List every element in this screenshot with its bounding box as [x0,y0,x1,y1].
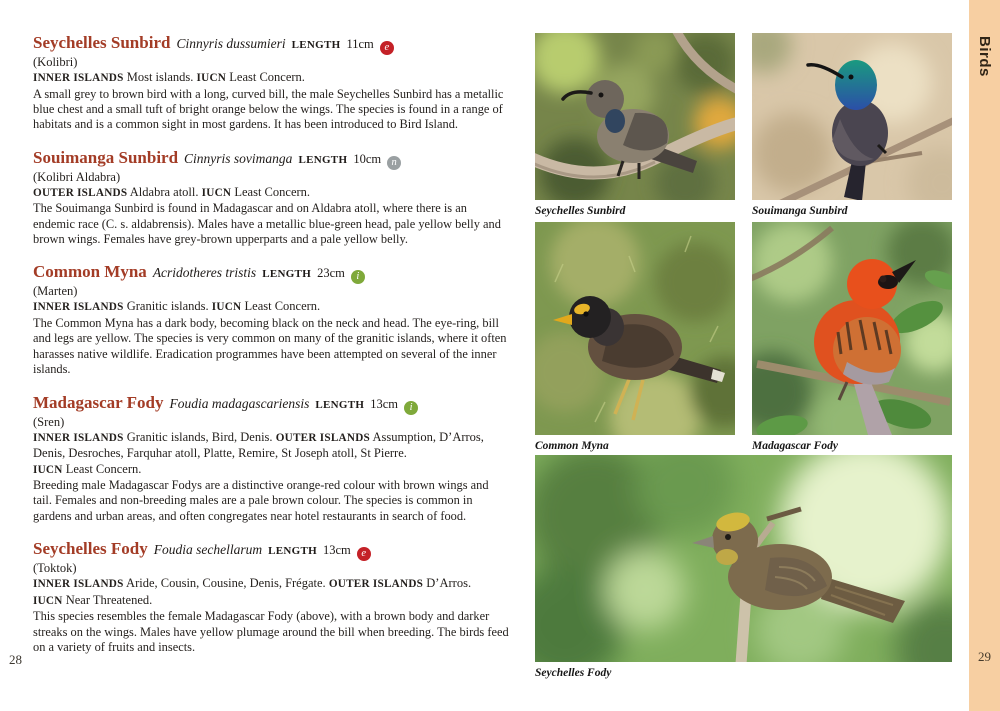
species-description: The Souimanga Sunbird is found in Madagascar and on Aldabra atoll, where there is an endemic race (C. s. aldabrensis). Males have a metallic blue-green head, pale yellow belly and brown wings. Females have grey-brown upperparts and a pale yellow belly. [33,201,501,247]
iucn-status: Least Concern. [229,70,305,84]
souimanga-sunbird-illustration [752,33,952,200]
entry-title-row [33,260,509,284]
left-page-text-column [33,31,509,669]
photo-caption: Seychelles Fody [535,667,612,679]
iucn-label: IUCN [33,594,63,607]
creole-name: (Marten) [33,284,78,299]
species-name: Seychelles Sunbird [33,33,171,52]
species-name: Madagascar Fody [33,392,164,412]
length-value: 13cm [322,543,351,558]
length-label: LENGTH [291,39,341,51]
iucn-label: IUCN [211,301,242,314]
species-entry-seychelles-fody [33,537,509,655]
distribution-label: OUTER ISLANDS [275,431,371,444]
entry-title-row [33,391,509,415]
iucn-label: IUCN [33,463,63,476]
distribution-line [33,70,509,87]
creole-name: (Kolibri Aldabra) [33,169,121,184]
entry-title-row [33,146,509,170]
distribution-text: Granitic islands, Bird, Denis. [126,429,273,444]
iucn-status: Least Concern. [244,299,321,314]
distribution-line [33,185,509,202]
introduced-badge-icon: i [404,401,418,415]
length-label: LENGTH [268,545,317,558]
iucn-label: IUCN [196,72,227,84]
species-entry-seychelles-sunbird [33,31,509,133]
photo-seychelles-sunbird [535,33,735,200]
length-value: 23cm [317,266,345,281]
iucn-label: IUCN [201,186,232,199]
endemic-badge-icon: e [380,41,394,55]
madagascar-fody-illustration [752,222,952,435]
distribution-label: OUTER ISLANDS [328,578,424,591]
iucn-status: Least Concern. [234,184,311,199]
distribution-label: INNER ISLANDS [33,578,124,591]
left-page-number: 28 [9,652,22,667]
iucn-status: Least Concern. [65,461,142,476]
entry-title-row [33,31,509,55]
entry-title-row [33,537,509,561]
species-name: Common Myna [33,262,147,282]
distribution-line [33,576,509,593]
photo-caption: Madagascar Fody [752,440,838,452]
iucn-status: Near Threatened. [65,592,153,607]
common-myna-illustration [535,222,735,435]
species-description: Breeding male Madagascar Fodys are a distinctive orange-red colour with brown wings and tail. Females and non-breeding males are a pale brown colour. The species is common in gardens and urban areas, and often congregates near hotel restaurants in search of food. [33,478,489,523]
distribution-text: Aride, Cousin, Cousine, Denis, Frégate. [126,576,326,591]
seychelles-sunbird-illustration [535,33,735,200]
right-page-photo-grid [535,33,952,693]
photo-caption: Souimanga Sunbird [752,205,848,217]
photo-common-myna [535,222,735,435]
species-name: Seychelles Fody [33,539,148,559]
species-description: A small grey to brown bird with a long, curved bill, the male Seychelles Sunbird has a metallic blue chest and a small tuft of bright orange below the wings. The species is found in a range of habitats and is a common sight in most gardens. It has been introduced to Bird Island. [33,86,504,132]
species-entry-souimanga-sunbird [33,146,509,248]
species-scientific-name: Cinnyris dussumieri [176,36,286,51]
section-tab-birds [969,0,1000,711]
right-page-number: 29 [978,649,991,664]
species-scientific-name: Acridotheres tristis [152,265,257,281]
species-name: Souimanga Sunbird [33,147,179,167]
seychelles-fody-illustration [535,455,952,662]
distribution-label: OUTER ISLANDS [33,186,128,199]
distribution-text: Most islands. [126,70,194,84]
species-description: The Common Myna has a dark body, becoming black on the neck and head. The eye-ring, bill and legs are yellow. The species is very common on many of the granitic islands, where it often harasses native wildlife. Eradication programmes have been attempted on several of the inner islands. [33,315,507,377]
section-tab-label: Birds [976,36,993,77]
endemic-badge-icon: e [357,547,371,561]
photo-caption: Seychelles Sunbird [535,205,626,217]
photo-souimanga-sunbird [752,33,952,200]
native-badge-icon: n [387,156,401,170]
introduced-badge-icon: i [351,270,365,284]
distribution-line [33,430,509,462]
species-scientific-name: Foudia sechellarum [153,542,263,558]
iucn-line [33,593,509,610]
creole-name: (Kolibri) [33,55,78,69]
species-entry-madagascar-fody [33,391,509,525]
distribution-label: INNER ISLANDS [33,72,124,84]
creole-name: (Sren) [33,414,65,429]
length-label: LENGTH [262,268,312,281]
distribution-label: INNER ISLANDS [33,431,124,444]
distribution-text: Aldabra atoll. [129,184,199,199]
distribution-line [33,299,509,316]
photo-seychelles-fody [535,455,952,662]
photo-caption: Common Myna [535,440,609,452]
length-label: LENGTH [298,153,348,166]
length-value: 11cm [346,37,374,51]
length-value: 13cm [370,396,399,411]
iucn-line [33,462,509,479]
species-scientific-name: Cinnyris sovimanga [184,150,293,166]
species-entry-common-myna [33,260,509,377]
species-scientific-name: Foudia madagascariensis [169,395,310,411]
creole-name: (Toktok) [33,561,77,576]
distribution-text: Assumption, D’Arros, Denis, Desroches, Farquhar atoll, Platte, Remire, St Joseph atoll, St Pierre. [33,429,484,461]
distribution-label: INNER ISLANDS [33,301,124,314]
distribution-text: D’Arros. [426,576,472,591]
distribution-text: Granitic islands. [126,299,209,314]
length-value: 10cm [353,151,382,166]
species-description: This species resembles the female Madagascar Fody (above), with a brown body and darker streaks on the wings. Males have yellow plumage around the bill when breeding. The birds feed on a variety of fruits and insects. [33,609,509,655]
length-label: LENGTH [315,398,365,411]
photo-madagascar-fody [752,222,952,435]
